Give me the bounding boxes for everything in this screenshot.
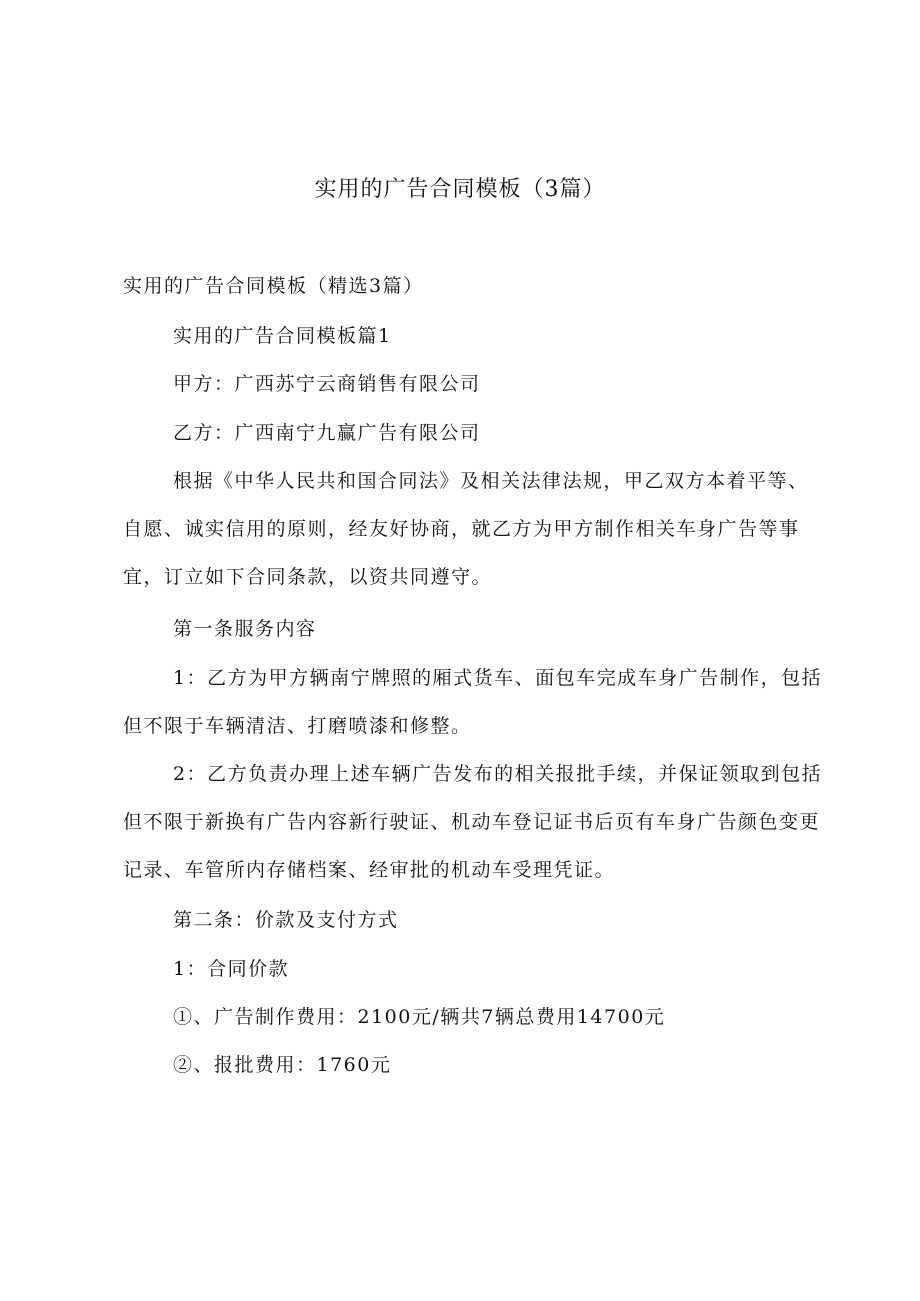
paragraph-fee-approval: ②、报批费用：1760元 [173,1054,392,1076]
paragraph-clause-1-2: 2：乙方负责办理上述车辆广告发布的相关报批手续，并保证领取到包括但不限于新换有广告内容新行驶证、机动车登记证书后页有车身广告颜色变更记录、车管所内存储档案、经审批的机动车受理凭证。 [123,763,823,881]
paragraph-preamble: 根据《中华人民共和国合同法》及相关法律法规，甲乙双方本着平等、自愿、诚实信用的原则，经友好协商，就乙方为甲方制作相关车身广告等事宜，订立如下合同条款，以资共同遵守。 [123,470,809,588]
paragraph-clause-1-1: 1：乙方为甲方辆南宁牌照的厢式货车、面包车完成车身广告制作，包括但不限于车辆清洁、打磨喷漆和修整。 [123,667,823,737]
paragraph-party-b: 乙方：广西南宁九赢广告有限公司 [173,422,481,444]
paragraph-fee-production: ①、广告制作费用：2100元/辆共7辆总费用14700元 [173,1006,666,1028]
paragraph-clause-2-1: 1：合同价款 [173,958,290,980]
paragraph-heading: 实用的广告合同模板（精选3篇） [123,275,424,297]
paragraph-article-2: 第二条：价款及支付方式 [173,909,399,931]
paragraph-section-title: 实用的广告合同模板篇1 [173,325,392,347]
document-title: 实用的广告合同模板（3篇） [314,177,606,202]
paragraph-article-1: 第一条服务内容 [173,618,317,640]
paragraph-party-a: 甲方：广西苏宁云商销售有限公司 [173,373,481,395]
